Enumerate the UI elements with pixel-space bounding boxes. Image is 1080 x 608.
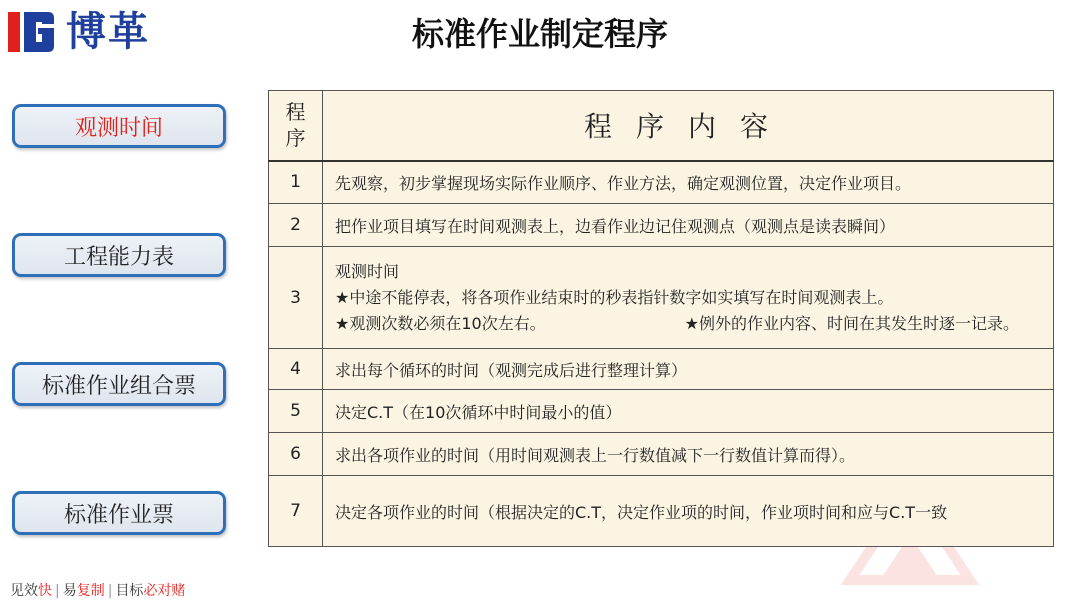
- row-number: 5: [269, 390, 323, 433]
- nav-button-combination-sheet[interactable]: [12, 362, 226, 406]
- brand-name: 博革: [66, 9, 150, 55]
- row-number: 2: [269, 204, 323, 247]
- header-step: [269, 91, 323, 161]
- row-text: 决定各项作业的时间（根据决定的C.T，决定作业项的时间，作业项时间和应与C.T一致: [323, 476, 1054, 547]
- row-number: 7: [269, 476, 323, 547]
- page-title: 标准作业制定程序: [411, 15, 668, 53]
- row-text-item: ★观测次数必须在10次左右。: [335, 313, 546, 333]
- header-content: 程序内容: [323, 91, 1054, 161]
- table-row: [269, 390, 1054, 433]
- row-text: 决定C.T（在10次循环中时间最小的值）: [323, 390, 1054, 433]
- header-step-label: 程 序: [285, 100, 306, 151]
- table-row: [269, 204, 1054, 247]
- row-number: 6: [269, 433, 323, 476]
- row-text-line: [335, 311, 1053, 337]
- nav-button-label: 观测时间: [74, 115, 163, 141]
- footer-text: 易: [62, 583, 77, 599]
- footer-separator: |: [107, 583, 113, 599]
- row-number: 3: [269, 247, 323, 349]
- nav-button-label: 标准作业组合票: [41, 373, 196, 399]
- table-row: [269, 476, 1054, 547]
- row-text: [323, 247, 1054, 349]
- table-row: [269, 349, 1054, 390]
- brand-logo: [8, 6, 178, 58]
- row-text: 把作业项目填写在时间观测表上，边看作业边记住观测点（观测点是读表瞬间）: [323, 204, 1054, 247]
- row-text: 求出各项作业的时间（用时间观测表上一行数值减下一行数值计算而得）。: [323, 433, 1054, 476]
- row-number: 1: [269, 161, 323, 204]
- table-row: [269, 433, 1054, 476]
- brand-mark-icon: [8, 8, 56, 56]
- table-row: [269, 161, 1054, 204]
- footer-highlight: 快: [38, 583, 52, 599]
- nav-button-label: 标准作业票: [63, 502, 174, 528]
- row-text-line: ★中途不能停表，将各项作业结束时的秒表指针数字如实填写在时间观测表上。: [335, 287, 894, 307]
- row-number: 4: [269, 349, 323, 390]
- nav-button-standard-sheet[interactable]: [12, 491, 226, 535]
- row-text: 先观察，初步掌握现场实际作业顺序、作业方法，确定观测位置，决定作业项目。: [323, 161, 1054, 204]
- footer-text: 目标: [115, 583, 144, 599]
- row-text: 求出每个循环的时间（观测完成后进行整理计算）: [323, 349, 1054, 390]
- row-text-line: 观测时间: [335, 261, 400, 281]
- footer-highlight: 必对赌: [143, 583, 186, 599]
- footer-separator: |: [55, 583, 60, 599]
- row-text-item: ★例外的作业内容、时间在其发生时逐一记录。: [684, 313, 1019, 333]
- table-header-row: [269, 91, 1054, 161]
- nav-button-label: 工程能力表: [63, 244, 174, 270]
- footer-slogan: [10, 580, 185, 600]
- footer-text: 见效: [10, 583, 38, 599]
- procedure-table: [268, 90, 1054, 547]
- nav-button-capability-table[interactable]: [12, 233, 226, 277]
- footer-highlight: 复制: [76, 583, 105, 599]
- nav-button-observe-time[interactable]: [12, 104, 226, 148]
- table-row: [269, 247, 1054, 349]
